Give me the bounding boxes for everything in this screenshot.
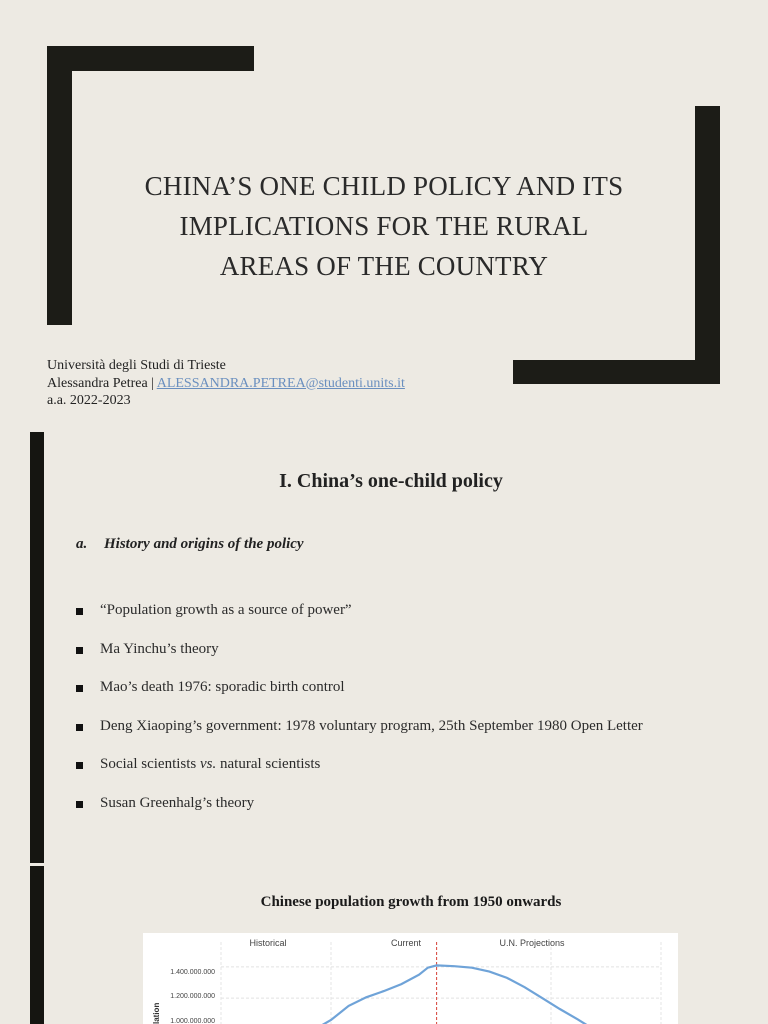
chart-section-label: Current (390, 938, 422, 948)
bullet-item (76, 602, 643, 641)
section-heading: I. China’s one-child policy (279, 470, 503, 492)
academic-year: a.a. 2022-2023 (47, 393, 131, 408)
title-line: CHINA’S ONE CHILD POLICY AND ITS (144, 171, 624, 201)
subsection-heading (76, 536, 304, 553)
slide-left-accent-bar (30, 432, 44, 1024)
bullet-item (76, 679, 643, 718)
square-bullet-icon (76, 608, 83, 615)
title-line: IMPLICATIONS FOR THE RURAL (179, 211, 589, 241)
bullet-text-tail: natural scientists (216, 756, 321, 772)
bullet-text: Social scientists (100, 756, 200, 772)
y-axis-label: lation (152, 1002, 161, 1024)
author-email-link[interactable]: ALESSANDRA.PETREA@studenti.units.it (156, 375, 405, 391)
frame-bottom-right-horizontal (513, 360, 720, 384)
square-bullet-icon (76, 801, 83, 808)
title-line: AREAS OF THE COUNTRY (219, 251, 549, 281)
subsection-title: History and origins of the policy (104, 536, 304, 552)
bullet-list (76, 602, 643, 833)
bullet-text: Deng Xiaoping’s government: 1978 voluntary program, 25th September 1980 Open Letter (100, 717, 643, 734)
subsection-letter: a. (76, 536, 88, 552)
bullet-item (76, 795, 643, 834)
bullet-text: “Population growth as a source of power” (100, 602, 352, 618)
chart-section-label: Historical (249, 938, 287, 948)
university-name: Università degli Studi di Trieste (47, 358, 226, 373)
bullet-text: Susan Greenhalg’s theory (100, 794, 255, 811)
chart-section-label: U.N. Projections (499, 938, 565, 948)
bullet-item (76, 641, 643, 680)
square-bullet-icon (76, 762, 83, 769)
author-line (47, 375, 405, 393)
chart-heading: Chinese population growth from 1950 onwards (260, 894, 562, 910)
y-tick-label: 1.000.000.000 (170, 1018, 215, 1024)
population-series-line (313, 965, 595, 1024)
frame-bottom-right-vertical (695, 106, 720, 384)
population-chart-svg (143, 933, 678, 1024)
frame-top-left-horizontal (47, 46, 254, 71)
y-tick-label: 1.200.000.000 (170, 993, 215, 1000)
y-tick-label: 1.400.000.000 (170, 969, 215, 976)
bullet-item (76, 756, 643, 795)
square-bullet-icon (76, 685, 83, 692)
frame-top-left-vertical (47, 46, 72, 325)
bullet-text: Ma Yinchu’s theory (100, 640, 219, 657)
population-chart (143, 933, 678, 1024)
square-bullet-icon (76, 647, 83, 654)
presentation-title (110, 166, 658, 286)
slide-separator (30, 863, 44, 866)
bullet-item (76, 718, 643, 757)
bullet-emphasis: vs. (200, 756, 217, 772)
author-block (47, 357, 405, 410)
author-name: Alessandra Petrea | (47, 375, 154, 391)
square-bullet-icon (76, 724, 83, 731)
bullet-text: Mao’s death 1976: sporadic birth control (100, 679, 345, 695)
